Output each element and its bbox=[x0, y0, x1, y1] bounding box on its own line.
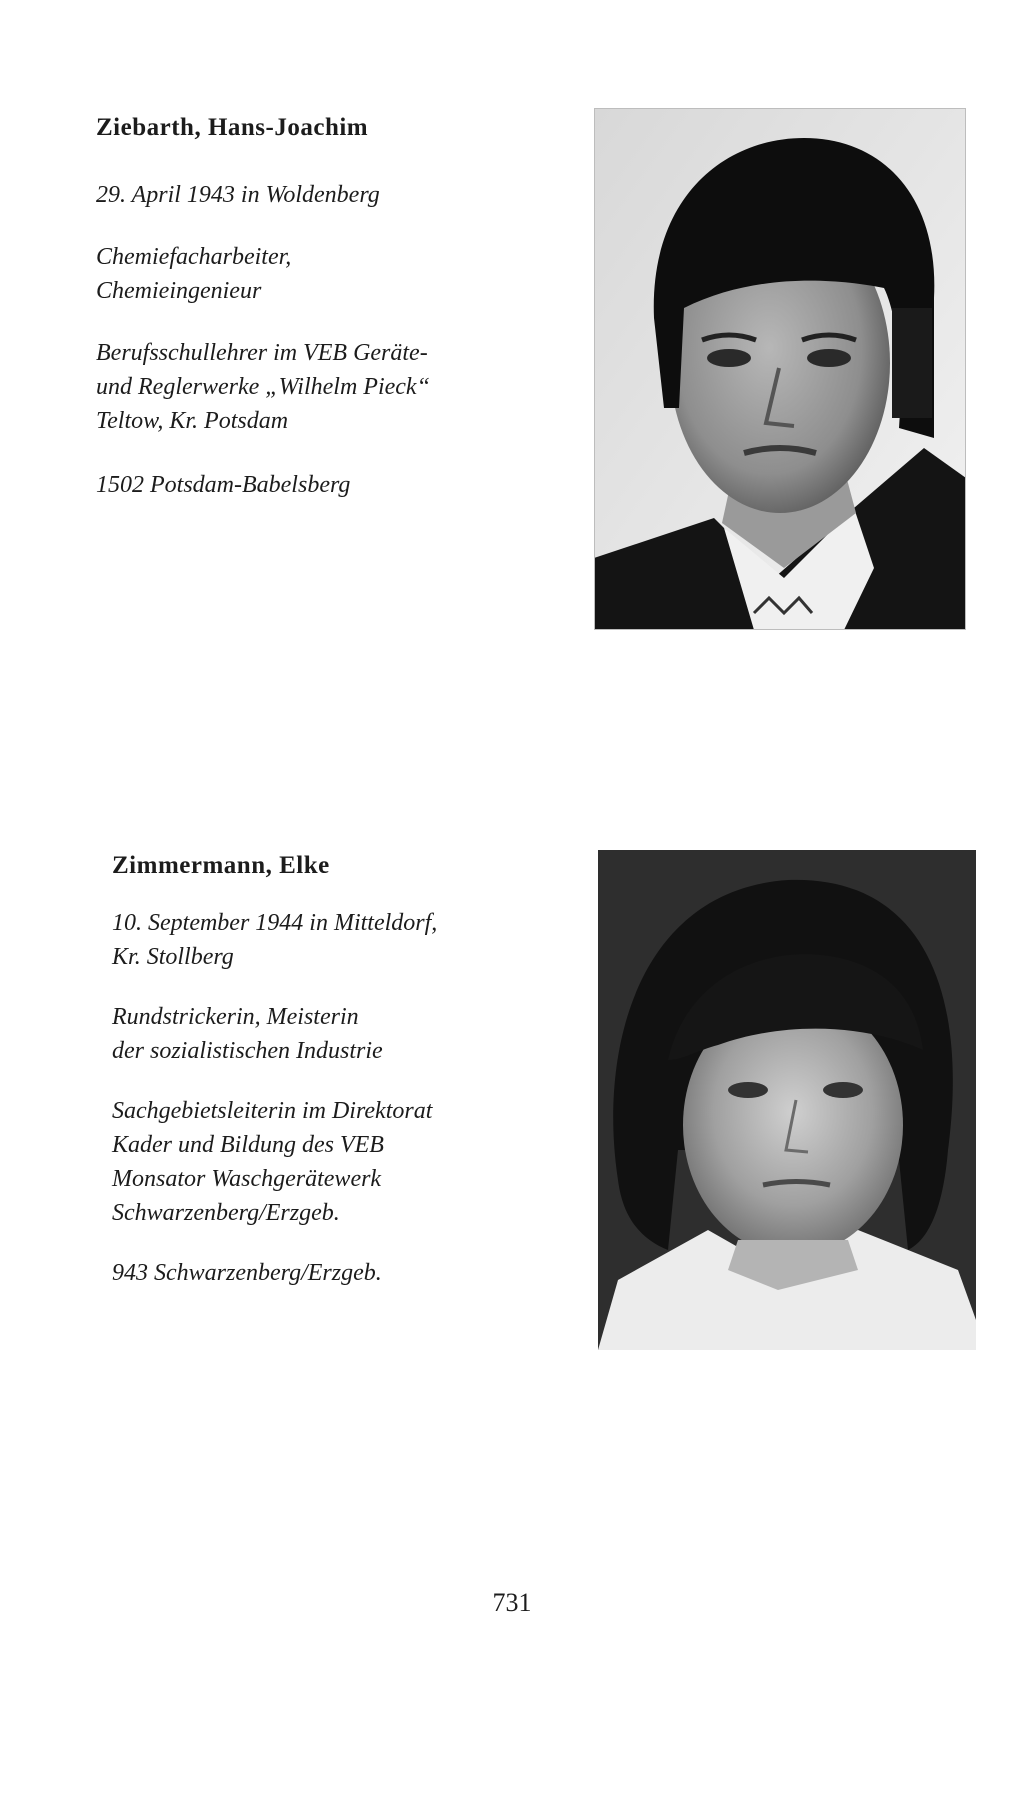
person-name: Zimmermann, Elke bbox=[112, 852, 330, 879]
portrait-photo-man bbox=[594, 108, 966, 630]
profession: Rundstrickerin, Meisterin der sozialistischen Industrie bbox=[112, 1004, 383, 1064]
entry-ziebarth bbox=[96, 114, 516, 502]
page-number: 731 bbox=[492, 1588, 532, 1617]
profession: Chemiefacharbeiter, Chemieingenieur bbox=[96, 244, 292, 304]
address: 943 Schwarzenberg/Erzgeb. bbox=[112, 1260, 382, 1286]
portrait-photo-woman bbox=[598, 850, 976, 1350]
person-name: Ziebarth, Hans-Joachim bbox=[96, 114, 369, 141]
birth-info: 29. April 1943 in Woldenberg bbox=[96, 182, 380, 208]
position: Sachgebietsleiterin im Direktorat Kader und Bildung des VEB Monsator Waschgerätewerk Schwarzenberg/Erzgeb. bbox=[112, 1098, 433, 1226]
address: 1502 Potsdam-Babelsberg bbox=[96, 472, 351, 498]
birth-info: 10. September 1944 in Mitteldorf, Kr. Stollberg bbox=[112, 910, 438, 970]
entry-zimmermann bbox=[112, 852, 532, 1290]
position: Berufsschullehrer im VEB Geräte- und Reglerwerke „Wilhelm Pieck“ Teltow, Kr. Potsdam bbox=[96, 340, 430, 434]
